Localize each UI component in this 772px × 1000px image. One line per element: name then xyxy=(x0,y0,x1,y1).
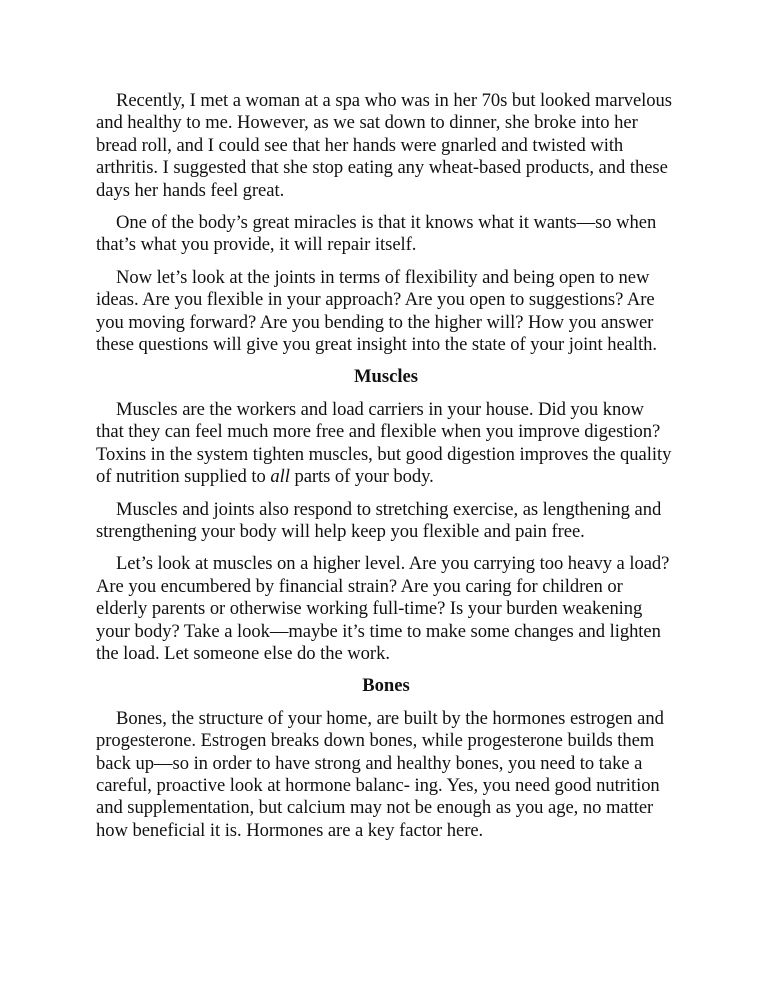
paragraph-joints-flexibility: Now let’s look at the joints in terms of flexibility and being open to new ideas. Are you flexible in your approach? Are you open to suggestions? Are you moving forward? Are you bending to the higher will? How you answer these questions will give you great insight into the state of your joint health. xyxy=(96,266,657,356)
muscles-text-after: parts of your body. xyxy=(289,466,434,488)
paragraph-body-miracles: One of the body’s great miracles is that it knows what it wants—so when that’s what you provide, it will repair itself. xyxy=(96,212,657,256)
paragraph-muscles-stretching: Muscles and joints also respond to stretching exercise, as lengthening and strengthening your body will help keep you flexible and pain free. xyxy=(96,498,662,542)
paragraph-spa-story: Recently, I met a woman at a spa who was in her 70s but looked marvelous and healthy to me. However, as we sat down to dinner, she broke into her bread roll, and I could see that her hands were gnarled and twisted with arthritis. I suggested that she stop eating any wheat-based products, and these days her hands feel great. xyxy=(96,90,672,201)
section-heading-bones: Bones xyxy=(362,675,410,697)
paragraph-muscles-digestion xyxy=(96,399,676,489)
paragraph-bones-hormones: Bones, the structure of your home, are built by the hormones estrogen and progesterone. Estrogen breaks down bones, while progesterone builds them back up—so in order to have strong and healthy bones, you need to take a careful, proactive look at hormone balanc- ing. Yes, you need good nutrition and supplementation, but calcium may not be enough as you age, no matter how beneficial it is. Hormones are a key factor here. xyxy=(96,707,664,841)
paragraph-muscles-load: Let’s look at muscles on a higher level. Are you carrying too heavy a load? Are you encumbered by financial strain? Are you caring for children or elderly parents or otherwise working full-time? Is your burden weakening your body? Take a look—maybe it’s time to make some changes and lighten the load. Let someone else do the work. xyxy=(96,553,670,664)
section-heading-muscles: Muscles xyxy=(353,366,419,388)
page-content xyxy=(96,90,676,852)
muscles-text-before: Muscles are the workers and load carriers in your house. Did you know that they can feel much more free and flexible when you improve digestion? Toxins in the system tighten muscles, but good digestion improves the quality of nutrition supplied to xyxy=(96,398,672,488)
muscles-emphasis: all xyxy=(270,466,290,488)
